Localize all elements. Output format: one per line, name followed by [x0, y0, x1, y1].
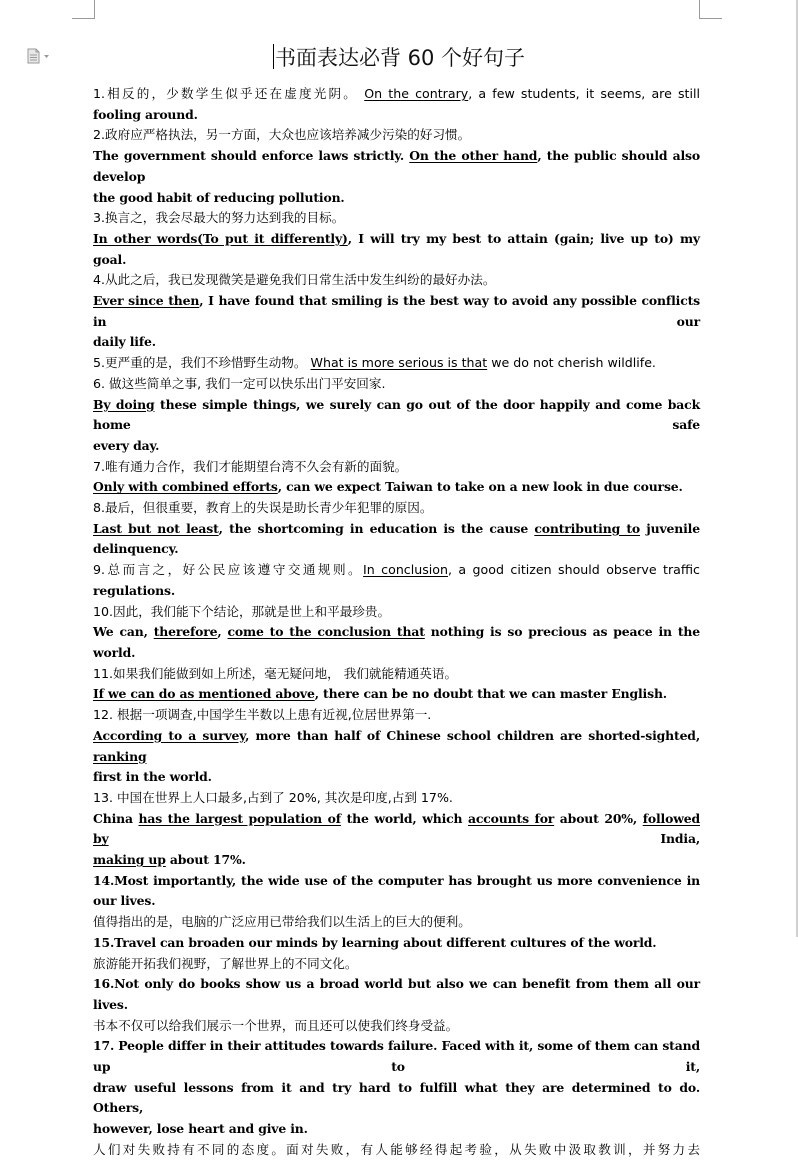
text-run: 15.Travel can broaden our minds by learning about different cultures of the world. — [93, 934, 657, 950]
text-run: , — [217, 624, 228, 640]
underlined-phrase: contributing to — [534, 520, 641, 536]
text-run: , a good citizen should observe traffic — [447, 562, 700, 578]
text-run: we do not cherish wildlife. — [487, 355, 656, 371]
text-run: , can we expect Taiwan to take on a new look in due course. — [277, 479, 683, 495]
text-line[interactable] — [93, 726, 700, 767]
text-run: 书本不仅可以给我们展示一个世界，而且还可以使我们终身受益。 — [93, 1017, 459, 1033]
text-run: 3.换言之，我会尽最大的努力达到我的目标。 — [93, 210, 345, 226]
text-line[interactable] — [93, 146, 700, 187]
text-run: , I will try my best to attain (gain; live up to) my goal. — [93, 230, 700, 267]
text-run: , the shortcoming in education is the cause — [218, 520, 535, 536]
text-run: 4.从此之后，我已发现微笑是避免我们日常生活中发生纠纷的最好办法。 — [93, 272, 496, 288]
text-line[interactable] — [93, 457, 700, 478]
text-line[interactable] — [93, 767, 700, 788]
text-run: , I have found that smiling is the best way to avoid any possible conflicts in our — [93, 293, 700, 329]
text-run: however, lose heart and give in. — [93, 1121, 308, 1137]
text-line[interactable] — [93, 788, 700, 809]
underlined-phrase: making up — [93, 852, 166, 868]
text-line[interactable] — [93, 353, 700, 374]
text-line[interactable] — [93, 208, 700, 229]
text-line[interactable] — [93, 125, 700, 146]
text-line[interactable] — [93, 581, 700, 602]
text-run: 16.Not only do books show us a broad world but also we can benefit from them all our lives. — [93, 976, 700, 1012]
text-run: , a few students, it seems, are still — [468, 86, 700, 101]
underlined-phrase: come to the conclusion that — [227, 624, 425, 640]
text-run: every day. — [93, 437, 160, 453]
text-run: 14.Most importantly, the wide use of the computer has brought us more convenience in our lives. — [93, 872, 700, 909]
text-run: 1.相反的，少数学生似乎还在虚度光阴。 — [93, 86, 365, 101]
text-run: juvenile — [640, 520, 700, 536]
text-line[interactable] — [93, 84, 700, 105]
text-line[interactable] — [93, 105, 700, 126]
text-line[interactable] — [93, 395, 700, 436]
text-run: 8.最后，但很重要，教育上的失误是助长青少年犯罪的原因。 — [93, 500, 433, 516]
document-title-row[interactable] — [0, 42, 798, 72]
text-run: 12. 根据一项调查,中国学生半数以上患有近视,位居世界第一. — [93, 707, 432, 723]
underlined-phrase: Only with combined efforts — [93, 479, 278, 495]
text-line[interactable] — [93, 1016, 700, 1037]
text-run: India, — [108, 831, 700, 847]
text-line[interactable] — [93, 912, 700, 933]
text-run: 人们对失败持有不同的态度。面对失败，有人能够经得起考验，从失败中汲取教训，并努力去 — [93, 1141, 700, 1157]
text-run: about 20%, — [554, 810, 643, 826]
text-line[interactable] — [93, 1078, 700, 1119]
text-run: 10.因此，我们能下个结论，那就是世上和平最珍贵。 — [93, 603, 391, 619]
page-corner-mark-top-left — [72, 0, 95, 19]
underlined-phrase: What is more serious is that — [310, 355, 488, 371]
text-run: draw useful lessons from it and try hard to fulfill what they are determined to do. Others, — [93, 1079, 700, 1116]
text-run: 11.如果我们能做到如上所述，毫无疑问地， 我们就能精通英语。 — [93, 665, 458, 681]
text-run: first in the world. — [93, 769, 212, 785]
underlined-phrase: By doing — [93, 396, 155, 412]
text-run: about 17%. — [165, 852, 246, 868]
underlined-phrase: On the other hand — [409, 148, 538, 164]
text-run: 7.唯有通力合作，我们才能期望台湾不久会有新的面貌。 — [93, 458, 408, 474]
text-line[interactable] — [93, 684, 700, 705]
text-line[interactable] — [93, 705, 700, 726]
text-line[interactable] — [93, 871, 700, 912]
text-run: China — [93, 810, 139, 826]
text-cursor — [273, 44, 274, 69]
text-line[interactable] — [93, 664, 700, 685]
underlined-phrase: According to a survey — [93, 727, 246, 743]
underlined-phrase: In conclusion — [363, 562, 448, 578]
text-run: , there can be no doubt that we can master English. — [314, 686, 667, 702]
text-line[interactable] — [93, 560, 700, 581]
text-run: 6. 做这些简单之事, 我们一定可以快乐出门平安回家. — [93, 375, 386, 391]
text-line[interactable] — [93, 498, 700, 519]
underlined-phrase: followed by — [93, 810, 700, 847]
text-line[interactable] — [93, 622, 700, 663]
document-body[interactable] — [93, 84, 700, 1161]
text-line[interactable] — [93, 850, 700, 871]
text-line[interactable] — [93, 954, 700, 975]
text-line[interactable] — [93, 229, 700, 270]
text-line[interactable] — [93, 539, 700, 560]
text-run: 13. 中国在世界上人口最多,占到了 20%, 其次是印度,占到 17%. — [93, 789, 453, 805]
text-run: fooling around. — [93, 106, 198, 122]
text-run: the good habit of reducing pollution. — [93, 189, 345, 205]
text-run: regulations. — [93, 582, 176, 598]
text-run: The government should enforce laws strictly. — [93, 148, 410, 164]
text-run: 2.政府应严格执法，另一方面，大众也应该培养减少污染的好习惯。 — [93, 127, 471, 143]
underlined-phrase: therefore — [153, 624, 218, 640]
text-run: 值得指出的是，电脑的广泛应用已带给我们以生活上的巨大的便利。 — [93, 914, 471, 930]
text-run: , more than half of Chinese school children are shorted-sighted, — [245, 727, 700, 743]
underlined-phrase: If we can do as mentioned above — [93, 686, 315, 702]
text-run: 9.总而言之，好公民应该遵守交通规则。 — [93, 562, 364, 578]
page-corner-mark-top-right — [699, 0, 722, 19]
text-line[interactable] — [93, 809, 700, 850]
text-line[interactable] — [93, 477, 700, 498]
underlined-phrase: accounts for — [468, 810, 555, 826]
underlined-phrase: On the contrary — [364, 86, 469, 101]
text-run: nothing is so precious as peace in the world. — [93, 624, 700, 660]
text-line[interactable] — [93, 519, 700, 540]
text-line[interactable] — [93, 436, 700, 457]
text-line[interactable] — [93, 1119, 700, 1140]
text-run: We can, — [93, 624, 154, 640]
text-line[interactable] — [93, 1036, 700, 1077]
text-run: 5.更严重的是，我们不珍惜野生动物。 — [93, 355, 311, 371]
text-line[interactable] — [93, 933, 700, 954]
document-title[interactable]: 书面表达必背 60 个好句子 — [274, 46, 526, 70]
underlined-phrase: Last but not least — [93, 520, 219, 536]
underlined-phrase: Ever since then — [93, 293, 200, 309]
text-run: , the public should also develop — [93, 148, 700, 184]
text-run: these simple things, we surely can go out of the door happily and come back home safe — [93, 396, 701, 433]
text-line[interactable] — [93, 188, 700, 209]
text-line[interactable] — [93, 332, 700, 353]
text-run: 旅游能开拓我们视野，了解世界上的不同文化。 — [93, 955, 358, 971]
text-run: daily life. — [93, 334, 156, 350]
underlined-phrase: In other words(To put it differently) — [93, 230, 348, 246]
text-run: delinquency. — [93, 541, 179, 557]
text-line[interactable] — [93, 291, 700, 332]
text-line[interactable] — [93, 1140, 700, 1161]
text-line[interactable] — [93, 270, 700, 291]
text-line[interactable] — [93, 374, 700, 395]
text-line[interactable] — [93, 974, 700, 1015]
underlined-phrase: has the largest population of — [138, 810, 341, 826]
text-line[interactable] — [93, 602, 700, 623]
text-run: the world, which — [340, 810, 468, 826]
text-run: 17. People differ in their attitudes towards failure. Faced with it, some of them can stand up to it, — [93, 1038, 700, 1075]
underlined-phrase: ranking — [93, 748, 147, 764]
